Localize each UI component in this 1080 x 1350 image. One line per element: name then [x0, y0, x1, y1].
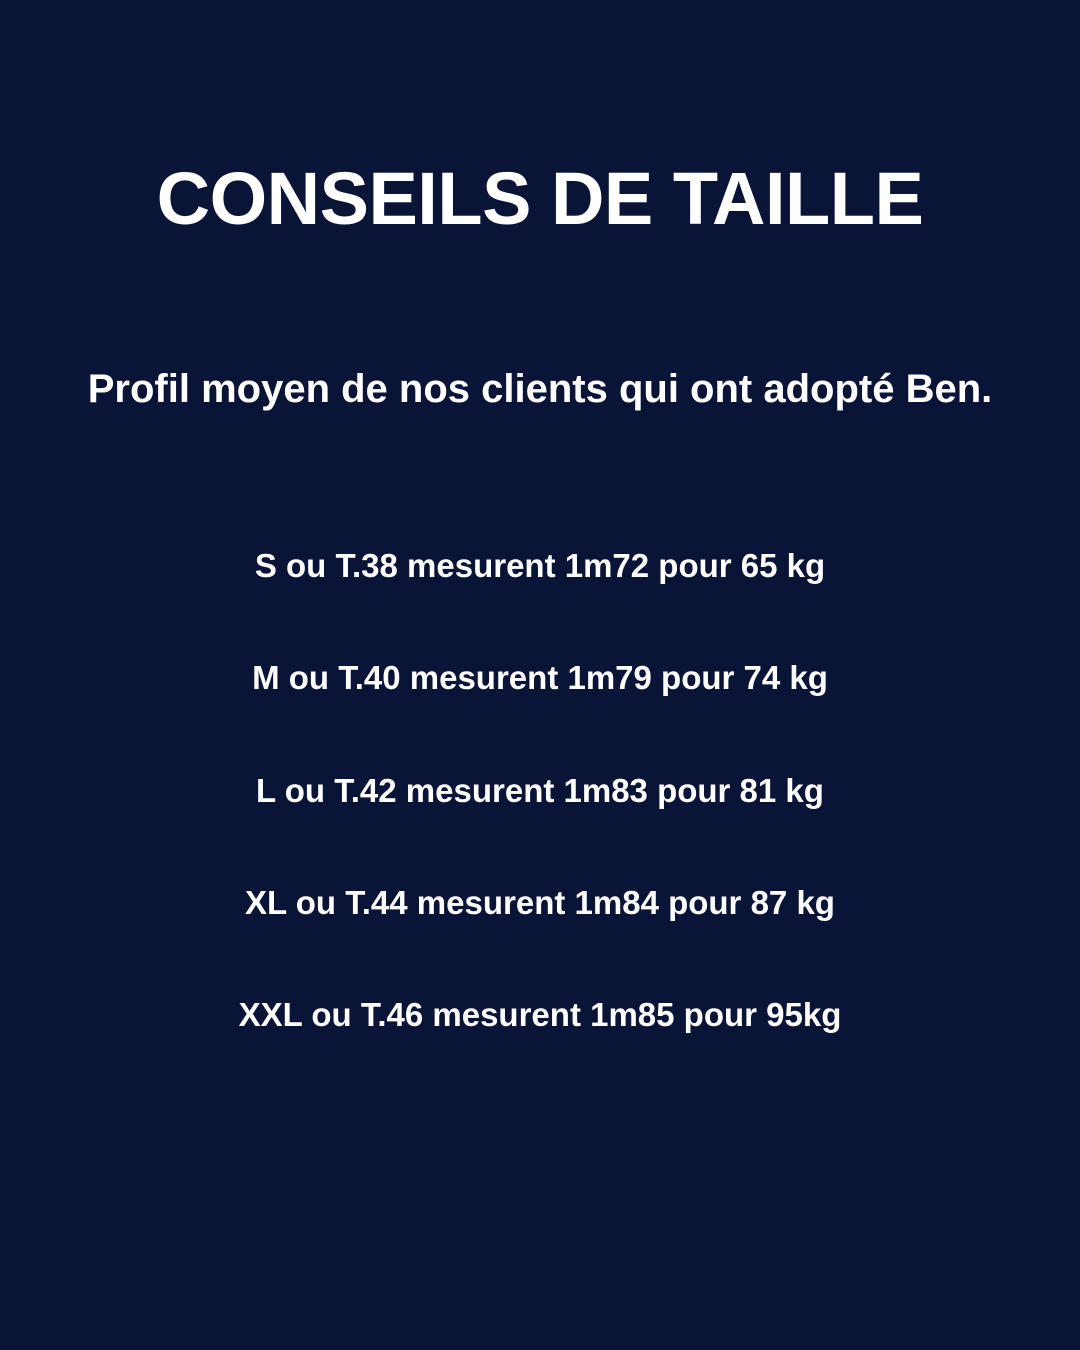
list-item: XXL ou T.46 mesurent 1m85 pour 95kg	[238, 996, 842, 1034]
list-item: L ou T.42 mesurent 1m83 pour 81 kg	[256, 771, 824, 809]
size-guide-list	[0, 548, 1080, 1033]
list-item: M ou T.40 mesurent 1m79 pour 74 kg	[252, 659, 828, 697]
list-item: S ou T.38 mesurent 1m72 pour 65 kg	[254, 547, 826, 584]
page-title: CONSEILS DE TAILLE	[156, 156, 924, 240]
list-item: XL ou T.44 mesurent 1m84 pour 87 kg	[245, 883, 835, 921]
page-subtitle: Profil moyen de nos clients qui ont adopté Ben.	[87, 367, 993, 411]
